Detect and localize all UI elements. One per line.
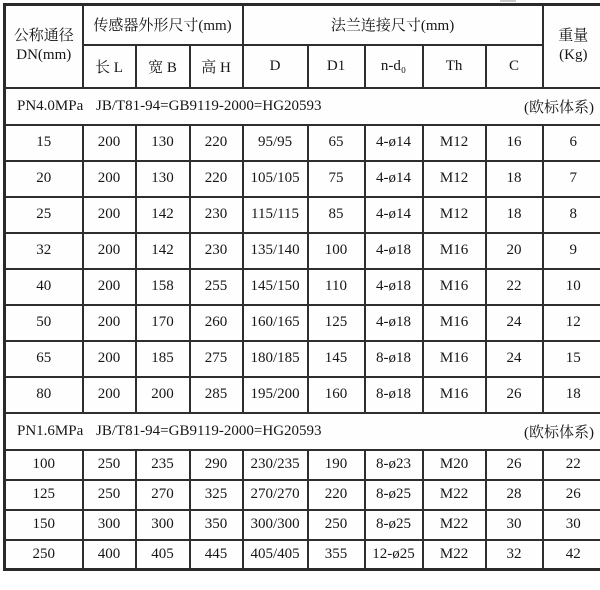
cell-Th: M16 — [423, 269, 486, 305]
cell-D1: 145 — [308, 341, 365, 377]
cell-weight: 15 — [543, 341, 600, 377]
cell-Th: M20 — [423, 450, 486, 480]
cell-Th: M16 — [423, 377, 486, 413]
cell-nd0: 8-ø25 — [365, 480, 423, 510]
col-header-width: 宽 B — [136, 45, 190, 88]
cell-D: 270/270 — [243, 480, 308, 510]
section-pn4 — [5, 88, 600, 413]
cell-Th: M12 — [423, 125, 486, 161]
cell-length: 200 — [83, 341, 136, 377]
section-row — [5, 88, 600, 125]
cell-width: 130 — [136, 161, 190, 197]
scan-artifact — [500, 0, 516, 2]
cell-length: 250 — [83, 450, 136, 480]
cell-dn: 40 — [5, 269, 83, 305]
cell-dn: 15 — [5, 125, 83, 161]
cell-D: 195/200 — [243, 377, 308, 413]
cell-C: 18 — [486, 197, 543, 233]
cell-height: 255 — [190, 269, 243, 305]
cell-D: 180/185 — [243, 341, 308, 377]
section-standard-code: JB/T81-94=GB9119-2000=HG20593 — [96, 97, 322, 114]
cell-Th: M22 — [423, 480, 486, 510]
cell-D1: 125 — [308, 305, 365, 341]
table-row — [5, 540, 600, 570]
header-group-flange: 法兰连接尺寸(mm) — [243, 5, 543, 45]
cell-nd0: 4-ø18 — [365, 269, 423, 305]
col-header-D1: D1 — [308, 45, 365, 88]
cell-nd0: 12-ø25 — [365, 540, 423, 570]
cell-D1: 355 — [308, 540, 365, 570]
cell-height: 230 — [190, 197, 243, 233]
cell-D1: 220 — [308, 480, 365, 510]
cell-length: 300 — [83, 510, 136, 540]
cell-dn: 50 — [5, 305, 83, 341]
cell-height: 275 — [190, 341, 243, 377]
cell-D: 105/105 — [243, 161, 308, 197]
cell-width: 130 — [136, 125, 190, 161]
cell-weight: 22 — [543, 450, 600, 480]
cell-D1: 110 — [308, 269, 365, 305]
col-header-height: 高 H — [190, 45, 243, 88]
cell-width: 158 — [136, 269, 190, 305]
cell-D: 230/235 — [243, 450, 308, 480]
cell-D: 300/300 — [243, 510, 308, 540]
cell-nd0: 8-ø18 — [365, 341, 423, 377]
cell-nd0: 4-ø14 — [365, 161, 423, 197]
cell-dn: 100 — [5, 450, 83, 480]
cell-D1: 65 — [308, 125, 365, 161]
cell-Th: M16 — [423, 233, 486, 269]
cell-weight: 8 — [543, 197, 600, 233]
cell-weight: 12 — [543, 305, 600, 341]
table-row — [5, 125, 600, 161]
cell-D1: 100 — [308, 233, 365, 269]
cell-width: 405 — [136, 540, 190, 570]
cell-dn: 250 — [5, 540, 83, 570]
cell-length: 200 — [83, 233, 136, 269]
section-row — [5, 413, 600, 450]
table-row — [5, 377, 600, 413]
cell-Th: M22 — [423, 540, 486, 570]
cell-C: 30 — [486, 510, 543, 540]
cell-width: 142 — [136, 233, 190, 269]
col-header-nd0: n-d₀ — [365, 45, 423, 88]
cell-height: 285 — [190, 377, 243, 413]
cell-dn: 65 — [5, 341, 83, 377]
table-row — [5, 233, 600, 269]
cell-nd0: 4-ø18 — [365, 233, 423, 269]
header-weight-title: 重量 — [558, 28, 589, 45]
cell-nd0: 8-ø25 — [365, 510, 423, 540]
table-header — [5, 5, 600, 88]
cell-C: 32 — [486, 540, 543, 570]
cell-weight: 10 — [543, 269, 600, 305]
section-pressure-label: PN4.0MPa — [17, 97, 84, 114]
section-pn16 — [5, 413, 600, 570]
table-row — [5, 480, 600, 510]
cell-C: 24 — [486, 305, 543, 341]
header-cell-weight — [543, 5, 600, 88]
cell-length: 400 — [83, 540, 136, 570]
cell-height: 230 — [190, 233, 243, 269]
cell-Th: M12 — [423, 161, 486, 197]
cell-width: 300 — [136, 510, 190, 540]
table-row — [5, 450, 600, 480]
cell-D: 160/165 — [243, 305, 308, 341]
cell-C: 16 — [486, 125, 543, 161]
header-dn-title: 公称通径 — [13, 28, 74, 45]
dimension-spec-table — [3, 3, 600, 571]
cell-Th: M12 — [423, 197, 486, 233]
col-header-D: D — [243, 45, 308, 88]
table-row — [5, 269, 600, 305]
cell-length: 200 — [83, 197, 136, 233]
cell-D: 115/115 — [243, 197, 308, 233]
cell-width: 200 — [136, 377, 190, 413]
cell-Th: M22 — [423, 510, 486, 540]
header-dn-unit: DN(mm) — [16, 47, 72, 64]
col-header-length: 长 L — [83, 45, 136, 88]
header-cell-dn — [5, 5, 83, 88]
cell-D: 145/150 — [243, 269, 308, 305]
cell-D: 405/405 — [243, 540, 308, 570]
cell-dn: 125 — [5, 480, 83, 510]
cell-width: 142 — [136, 197, 190, 233]
cell-length: 200 — [83, 161, 136, 197]
cell-width: 170 — [136, 305, 190, 341]
table-row — [5, 341, 600, 377]
cell-weight: 7 — [543, 161, 600, 197]
cell-D: 135/140 — [243, 233, 308, 269]
section-standard-note: (欧标体系) — [524, 424, 595, 441]
cell-length: 200 — [83, 305, 136, 341]
cell-height: 220 — [190, 125, 243, 161]
cell-C: 22 — [486, 269, 543, 305]
cell-height: 220 — [190, 161, 243, 197]
section-standard-note: (欧标体系) — [524, 99, 595, 116]
cell-nd0: 8-ø23 — [365, 450, 423, 480]
cell-height: 350 — [190, 510, 243, 540]
cell-length: 200 — [83, 125, 136, 161]
cell-dn: 32 — [5, 233, 83, 269]
cell-C: 26 — [486, 450, 543, 480]
cell-D1: 85 — [308, 197, 365, 233]
section-standard-code: JB/T81-94=GB9119-2000=HG20593 — [96, 422, 322, 439]
cell-D1: 160 — [308, 377, 365, 413]
cell-length: 200 — [83, 269, 136, 305]
cell-D1: 250 — [308, 510, 365, 540]
cell-D: 95/95 — [243, 125, 308, 161]
cell-length: 200 — [83, 377, 136, 413]
cell-width: 185 — [136, 341, 190, 377]
cell-weight: 18 — [543, 377, 600, 413]
cell-height: 290 — [190, 450, 243, 480]
cell-D1: 190 — [308, 450, 365, 480]
cell-dn: 80 — [5, 377, 83, 413]
col-header-C: C — [486, 45, 543, 88]
cell-C: 24 — [486, 341, 543, 377]
cell-height: 260 — [190, 305, 243, 341]
cell-Th: M16 — [423, 305, 486, 341]
cell-D1: 75 — [308, 161, 365, 197]
cell-height: 325 — [190, 480, 243, 510]
cell-width: 270 — [136, 480, 190, 510]
cell-weight: 9 — [543, 233, 600, 269]
cell-height: 445 — [190, 540, 243, 570]
cell-dn: 20 — [5, 161, 83, 197]
table-row — [5, 510, 600, 540]
cell-Th: M16 — [423, 341, 486, 377]
table-row — [5, 305, 600, 341]
cell-nd0: 4-ø14 — [365, 125, 423, 161]
cell-weight: 6 — [543, 125, 600, 161]
section-pressure-label: PN1.6MPa — [17, 422, 84, 439]
header-weight-unit: (Kg) — [559, 47, 588, 64]
cell-nd0: 4-ø14 — [365, 197, 423, 233]
cell-weight: 26 — [543, 480, 600, 510]
cell-weight: 30 — [543, 510, 600, 540]
cell-nd0: 8-ø18 — [365, 377, 423, 413]
cell-nd0: 4-ø18 — [365, 305, 423, 341]
cell-length: 250 — [83, 480, 136, 510]
cell-C: 26 — [486, 377, 543, 413]
cell-C: 18 — [486, 161, 543, 197]
cell-C: 20 — [486, 233, 543, 269]
col-header-Th: Th — [423, 45, 486, 88]
cell-width: 235 — [136, 450, 190, 480]
cell-C: 28 — [486, 480, 543, 510]
header-group-sensor: 传感器外形尺寸(mm) — [83, 5, 243, 45]
table-row — [5, 161, 600, 197]
cell-dn: 25 — [5, 197, 83, 233]
cell-dn: 150 — [5, 510, 83, 540]
cell-weight: 42 — [543, 540, 600, 570]
table-row — [5, 197, 600, 233]
